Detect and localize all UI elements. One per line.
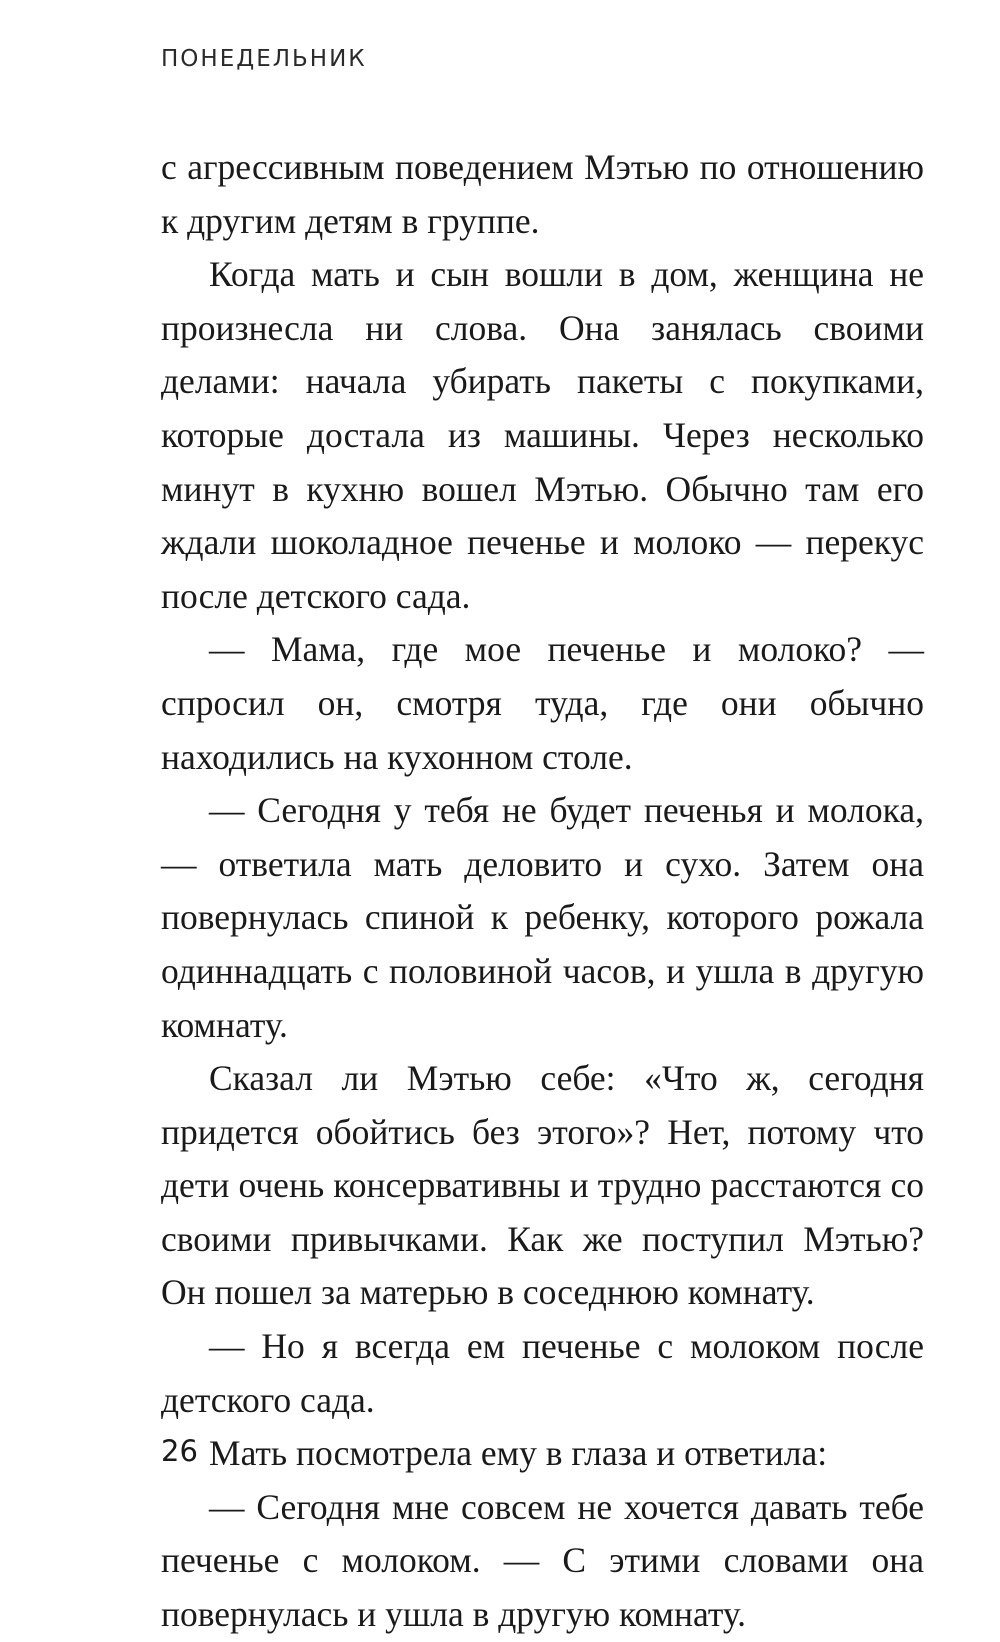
page-number: 26 — [161, 1434, 198, 1468]
paragraph-7: Мать посмотрела ему в глаза и ответила: — [209, 1433, 828, 1474]
paragraph-6: — Но я всегда ем печенье с молоком после детского сада. — [161, 1326, 924, 1420]
paragraph-1: с агрессивным поведением Мэтью по отношению к другим детям в группе. — [161, 147, 924, 241]
running-head: ПОНЕДЕЛЬНИК — [161, 46, 367, 72]
paragraph-3: — Мама, где мое печенье и молоко? — спросил он, смотря туда, где они обычно находились на кухонном столе. — [161, 629, 924, 777]
paragraph-5: Сказал ли Мэтью себе: «Что ж, сегодня придется обойтись без этого»? Нет, потому что дети очень консервативны и трудно расстаются со своими привычками. Как же поступил Мэтью? Он пошел за матерью в соседнюю комнату. — [161, 1058, 924, 1313]
paragraph-4: — Сегодня у тебя не будет печенья и молока, — ответила мать деловито и сухо. Затем она повернулась спиной к ребенку, которого рожала одиннадцать с половиной часов, и ушла в другую комнату. — [161, 790, 924, 1045]
body-text — [161, 141, 924, 1642]
paragraph-8: — Сегодня мне совсем не хочется давать тебе печенье с молоком. — С этими словами она повернулась и ушла в другую комнату. — [161, 1486, 924, 1635]
paragraph-2: Когда мать и сын вошли в дом, женщина не произнесла ни слова. Она занялась своими делами: начала убирать пакеты с покупками, которые достала из машины. Через несколько минут в кухню вошел Мэтью. Обычно там его ждали шоколадное печенье и молоко — перекус после детского сада. — [161, 254, 924, 616]
